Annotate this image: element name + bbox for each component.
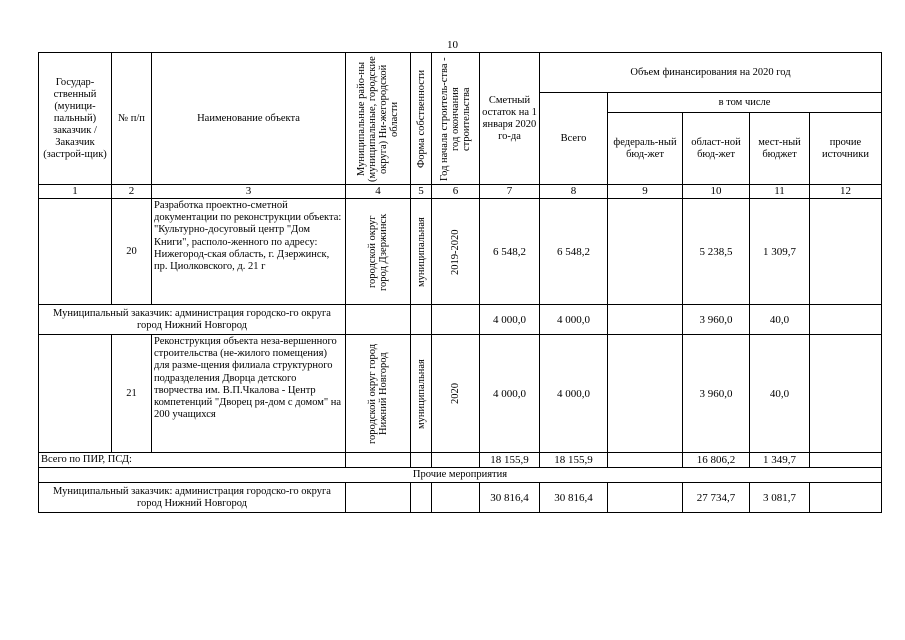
empty-cell bbox=[346, 305, 411, 335]
row20-ownership: муниципальная bbox=[411, 199, 432, 305]
empty-cell bbox=[810, 453, 882, 468]
col-num: 10 bbox=[683, 185, 750, 199]
row21-regional: 3 960,0 bbox=[683, 335, 750, 453]
customer-nn-local: 40,0 bbox=[750, 305, 810, 335]
empty-cell bbox=[432, 305, 480, 335]
row21-local: 40,0 bbox=[750, 335, 810, 453]
customer-nn2-total: 30 816,4 bbox=[540, 483, 608, 513]
col-num: 8 bbox=[540, 185, 608, 199]
customer-nn2-label: Муниципальный заказчик: администрация городско-го округа город Нижний Новгород bbox=[39, 483, 346, 513]
customer-nn-regional: 3 960,0 bbox=[683, 305, 750, 335]
row21-balance: 4 000,0 bbox=[480, 335, 540, 453]
header-balance: Сметный остаток на 1 января 2020 го-да bbox=[480, 53, 540, 185]
header-customer: Государ-ственный (муници-пальный) заказчик / Заказчик (застрой-щик) bbox=[39, 53, 112, 185]
customer-nn2-local: 3 081,7 bbox=[750, 483, 810, 513]
column-numbers-row bbox=[39, 185, 882, 199]
header-districts: Муниципальные райо-ны (муниципальные, городские округа) Ни-жегородской области bbox=[346, 53, 411, 185]
col-num: 5 bbox=[411, 185, 432, 199]
empty-cell bbox=[810, 483, 882, 513]
row21-other bbox=[810, 335, 882, 453]
row20-customer bbox=[39, 199, 112, 305]
row21-district: городской округ город Нижний Новгород bbox=[346, 335, 411, 453]
row21-name: Реконструкция объекта неза-вершенного строительства (не-жилого помещения) для разме-щения филиала структурного подразделения Дворца детского творчества им. В.П.Чкалова - Центр компетенций "Дворец ря-дом с домом" на 200 учащихся bbox=[152, 335, 346, 453]
customer-nn-label: Муниципальный заказчик: администрация городско-го округа город Нижний Новгород bbox=[39, 305, 346, 335]
header-financing: Объем финансирования на 2020 год bbox=[540, 53, 882, 93]
header-other: прочие источники bbox=[810, 113, 882, 185]
empty-cell bbox=[411, 453, 432, 468]
empty-cell bbox=[608, 453, 683, 468]
header-federal: федераль-ный бюд-жет bbox=[608, 113, 683, 185]
empty-cell bbox=[608, 305, 683, 335]
header-ownership: Форма собственности bbox=[411, 53, 432, 185]
customer-nn-total: 4 000,0 bbox=[540, 305, 608, 335]
header-object-name: Наименование объекта bbox=[152, 53, 346, 185]
row21-num: 21 bbox=[112, 335, 152, 453]
col-num: 2 bbox=[112, 185, 152, 199]
header-years: Год начала строитель-ства - год окончания строительства bbox=[432, 53, 480, 185]
row20-other bbox=[810, 199, 882, 305]
row21-years: 2020 bbox=[432, 335, 480, 453]
row20-federal bbox=[608, 199, 683, 305]
col-num: 6 bbox=[432, 185, 480, 199]
table-row bbox=[39, 199, 882, 305]
total-pir-total: 18 155,9 bbox=[540, 453, 608, 468]
total-pir-balance: 18 155,9 bbox=[480, 453, 540, 468]
header-local: мест-ный бюджет bbox=[750, 113, 810, 185]
col-num: 11 bbox=[750, 185, 810, 199]
row20-total: 6 548,2 bbox=[540, 199, 608, 305]
col-num: 12 bbox=[810, 185, 882, 199]
empty-cell bbox=[608, 483, 683, 513]
row21-customer bbox=[39, 335, 112, 453]
total-pir-regional: 16 806,2 bbox=[683, 453, 750, 468]
row21-federal bbox=[608, 335, 683, 453]
row20-name: Разработка проектно-сметной документации по реконструкции объекта: "Культурно-досуговый центр "Дом Книги", располо-женного по адресу: Нижегород-ская область, г. Дзержинск, пр. Циолковского, д. 21 г bbox=[152, 199, 346, 305]
total-pir-label: Всего по ПИР, ПСД: bbox=[39, 453, 346, 468]
header-num: № п/п bbox=[112, 53, 152, 185]
col-num: 9 bbox=[608, 185, 683, 199]
table-row bbox=[39, 453, 882, 468]
empty-cell bbox=[432, 483, 480, 513]
header-total: Всего bbox=[540, 93, 608, 185]
row20-local: 1 309,7 bbox=[750, 199, 810, 305]
row21-ownership: муниципальная bbox=[411, 335, 432, 453]
customer-nn-balance: 4 000,0 bbox=[480, 305, 540, 335]
row20-num: 20 bbox=[112, 199, 152, 305]
header-including: в том числе bbox=[608, 93, 882, 113]
total-pir-local: 1 349,7 bbox=[750, 453, 810, 468]
col-num: 7 bbox=[480, 185, 540, 199]
table-row bbox=[39, 483, 882, 513]
row20-district: городской округ город Дзержинск bbox=[346, 199, 411, 305]
col-num: 1 bbox=[39, 185, 112, 199]
header-regional: област-ной бюд-жет bbox=[683, 113, 750, 185]
row20-years: 2019-2020 bbox=[432, 199, 480, 305]
table-row bbox=[39, 305, 882, 335]
customer-nn2-balance: 30 816,4 bbox=[480, 483, 540, 513]
empty-cell bbox=[411, 305, 432, 335]
row20-balance: 6 548,2 bbox=[480, 199, 540, 305]
empty-cell bbox=[810, 305, 882, 335]
table-row bbox=[39, 335, 882, 453]
empty-cell bbox=[411, 483, 432, 513]
row21-total: 4 000,0 bbox=[540, 335, 608, 453]
col-num: 4 bbox=[346, 185, 411, 199]
empty-cell bbox=[432, 453, 480, 468]
table-row bbox=[39, 468, 882, 483]
empty-cell bbox=[346, 453, 411, 468]
page-number: 10 bbox=[447, 39, 458, 51]
customer-nn2-regional: 27 734,7 bbox=[683, 483, 750, 513]
other-measures-heading: Прочие мероприятия bbox=[39, 468, 882, 483]
empty-cell bbox=[346, 483, 411, 513]
financing-table bbox=[38, 52, 882, 513]
col-num: 3 bbox=[152, 185, 346, 199]
row20-regional: 5 238,5 bbox=[683, 199, 750, 305]
